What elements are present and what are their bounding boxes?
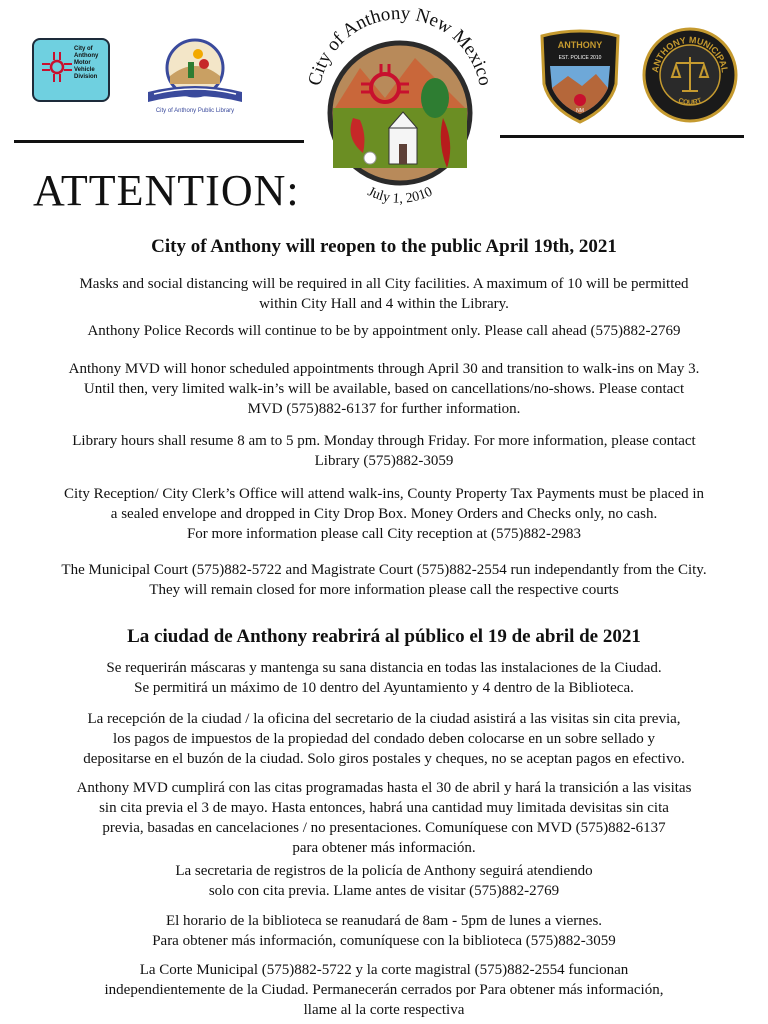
city-seal-emblem <box>305 8 495 208</box>
english-paragraph-3: Anthony MVD will honor scheduled appointments through April 30 and transition to walk-ins on May 3. Until then, very limited walk-in’s will be available, based on cancellations/no-shows. Please contact MVD (575)882-6137 for further information. <box>68 361 700 417</box>
library-emblem-icon <box>140 36 250 108</box>
police-shield-icon <box>538 28 622 124</box>
spanish-paragraph-4: La secretaria de registros de la policía de Anthony seguirá atendiendo solo con cita previa. Llame antes de visitar (575)882-2769 <box>175 863 593 899</box>
seal-date-text: July 1, 2010 <box>365 184 435 207</box>
court-bottom-text: COURT <box>677 97 703 107</box>
court-seal <box>642 27 738 123</box>
attention-heading: ATTENTION: <box>33 166 300 215</box>
court-seal-emblem <box>642 27 738 123</box>
police-badge-state: NM <box>576 108 584 114</box>
seal-top-text: City of Anthony New Mexico <box>305 8 495 88</box>
police-badge-est: EST. POLICE 2010 <box>558 55 602 61</box>
police-badge-title: ANTHONY <box>557 40 603 50</box>
spanish-title: La ciudad de Anthony reabrirá al público el 19 de abril de 2021 <box>127 626 641 647</box>
court-top-text: ANTHONY MUNICIPAL <box>650 34 730 74</box>
spanish-paragraph-1: Se requerirán máscaras y mantenga su sana distancia en todas las instalaciones de la Ciudad. Se permitirá un máximo de 10 dentro del Ayuntamiento y 4 dentro de la Biblioteca. <box>106 660 662 696</box>
english-paragraph-4: Library hours shall resume 8 am to 5 pm. Monday through Friday. For more information, please contact Library (575)882-3059 <box>72 433 696 469</box>
spanish-paragraph-2: La recepción de la ciudad / la oficina del secretario de la ciudad asistirá a las visitas sin cita previa, los pagos de impuestos de la propiedad del condado deben colocarse en un sobre sellado y depositarse en el buzón de la ciudad. Solo giros postales y cheques, no se aceptan pagos en efectivo. <box>83 711 685 767</box>
library-logo <box>140 36 250 120</box>
english-paragraph-5: City Reception/ City Clerk’s Office will attend walk-ins, County Property Tax Payments must be placed in a sealed envelope and dropped in City Drop Box. Money Orders and Checks only, no cash. For more information please call City reception at (575)882-2983 <box>64 486 704 542</box>
left-divider <box>14 140 304 143</box>
right-divider <box>500 135 744 138</box>
spanish-paragraph-5: El horario de la biblioteca se reanudará de 8am - 5pm de lunes a viernes. Para obtener más información, comuníquese con la biblioteca (575)882-3059 <box>152 913 616 949</box>
city-seal <box>305 8 495 208</box>
zia-sun-icon <box>40 50 74 84</box>
police-badge <box>538 28 622 124</box>
mvd-logo <box>32 38 110 102</box>
library-logo-caption: City of Anthony Public Library <box>155 108 235 114</box>
english-paragraph-6: The Municipal Court (575)882-5722 and Magistrate Court (575)882-2554 run independantly from the City. They will remain closed for more information please call the respective courts <box>61 562 707 598</box>
english-paragraph-2: Anthony Police Records will continue to be by appointment only. Please call ahead (575)882-2769 <box>87 323 681 339</box>
spanish-paragraph-3: Anthony MVD cumplirá con las citas programadas hasta el 30 de abril y hará la transición a las visitas sin cita previa el 3 de mayo. Hasta entonces, habrá una cantidad muy limitada devisitas sin cita previa, basadas en cancelaciones / no presentaciones. Comuníquese con MVD (575)882-6137 para obtener más información. <box>76 780 692 856</box>
mvd-logo-text: City of Anthony Motor Vehicle Division <box>74 46 99 80</box>
english-title: City of Anthony will reopen to the public April 19th, 2021 <box>151 236 617 257</box>
english-paragraph-1: Masks and social distancing will be required in all City facilities. A maximum of 10 will be permitted within City Hall and 4 within the Library. <box>79 276 689 312</box>
spanish-paragraph-6: La Corte Municipal (575)882-5722 y la corte magistral (575)882-2554 funcionan independientemente de la Ciudad. Permanecerán cerrados por Para obtener más información, llame al la corte respectiva <box>104 962 664 1018</box>
